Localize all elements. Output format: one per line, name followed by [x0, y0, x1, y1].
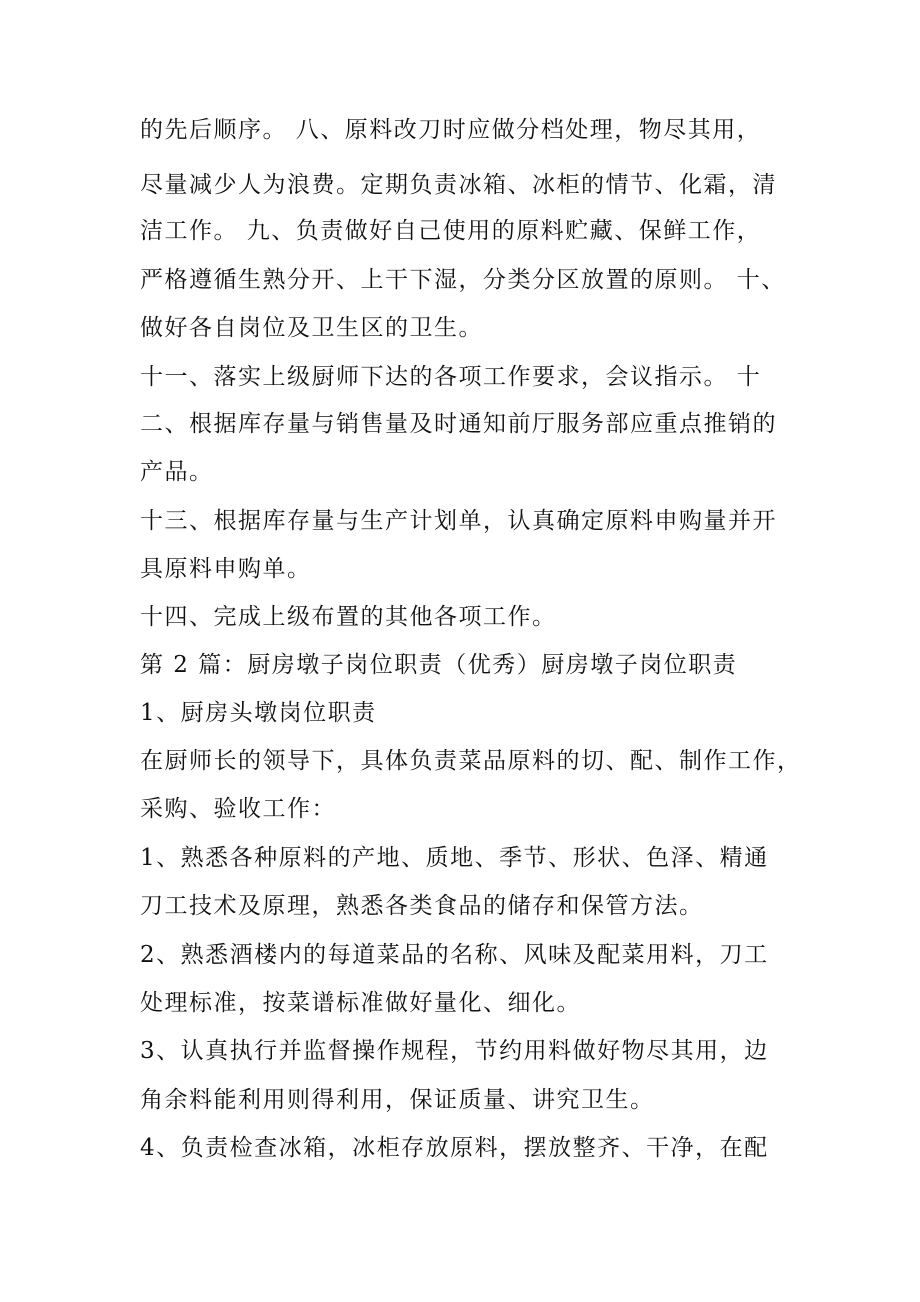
- text-line: 角余料能利用则得利用，保证质量、讲究卫生。: [140, 1087, 655, 1113]
- text-line: 二、根据库存量与销售量及时通知前厅服务部应重点推销的: [140, 411, 777, 437]
- text-line: 处理标准，按菜谱标准做好量化、细化。: [140, 990, 581, 1016]
- text-line: 十三、根据库存量与生产计划单，认真确定原料申购量并开: [140, 508, 777, 534]
- text-line: 洁工作。 九、负责做好自己使用的原料贮藏、保鲜工作，: [140, 218, 762, 244]
- text-line: 十一、落实上级厨师下达的各项工作要求，会议指示。 十: [140, 364, 762, 390]
- section-heading: 第 2 篇：厨房墩子岗位职责（优秀）厨房墩子岗位职责: [140, 652, 738, 678]
- text-line: 2、熟悉酒楼内的每道菜品的名称、风味及配菜用料，刀工: [140, 942, 769, 968]
- text-line: 采购、验收工作：: [140, 796, 336, 822]
- text-line: 1、熟悉各种原料的产地、质地、季节、形状、色泽、精通: [140, 845, 769, 871]
- text-line: 3、认真执行并监督操作规程，节约用料做好物尽其用，边: [140, 1038, 769, 1064]
- text-line: 严格遵循生熟分开、上干下湿，分类分区放置的原则。 十、: [140, 267, 786, 293]
- text-line: 的先后顺序。 八、原料改刀时应做分档处理，物尽其用，: [140, 117, 762, 143]
- text-line: 十四、完成上级布置的其他各项工作。: [140, 604, 557, 630]
- text-line: 做好各自岗位及卫生区的卫生。: [140, 315, 483, 341]
- text-line: 产品。: [140, 459, 214, 485]
- subsection-heading: 1、厨房头墩岗位职责: [140, 700, 377, 726]
- text-line: 尽量减少人为浪费。定期负责冰箱、冰柜的情节、化霜，清: [140, 172, 777, 198]
- text-line: 具原料申购单。: [140, 556, 312, 582]
- text-line: 4、负责检查冰箱，冰柜存放原料，摆放整齐、干净，在配: [140, 1135, 769, 1161]
- text-line: 在厨师长的领导下，具体负责菜品原料的切、配、制作工作，: [140, 748, 802, 774]
- text-line: 刀工技术及原理，熟悉各类食品的储存和保管方法。: [140, 893, 704, 919]
